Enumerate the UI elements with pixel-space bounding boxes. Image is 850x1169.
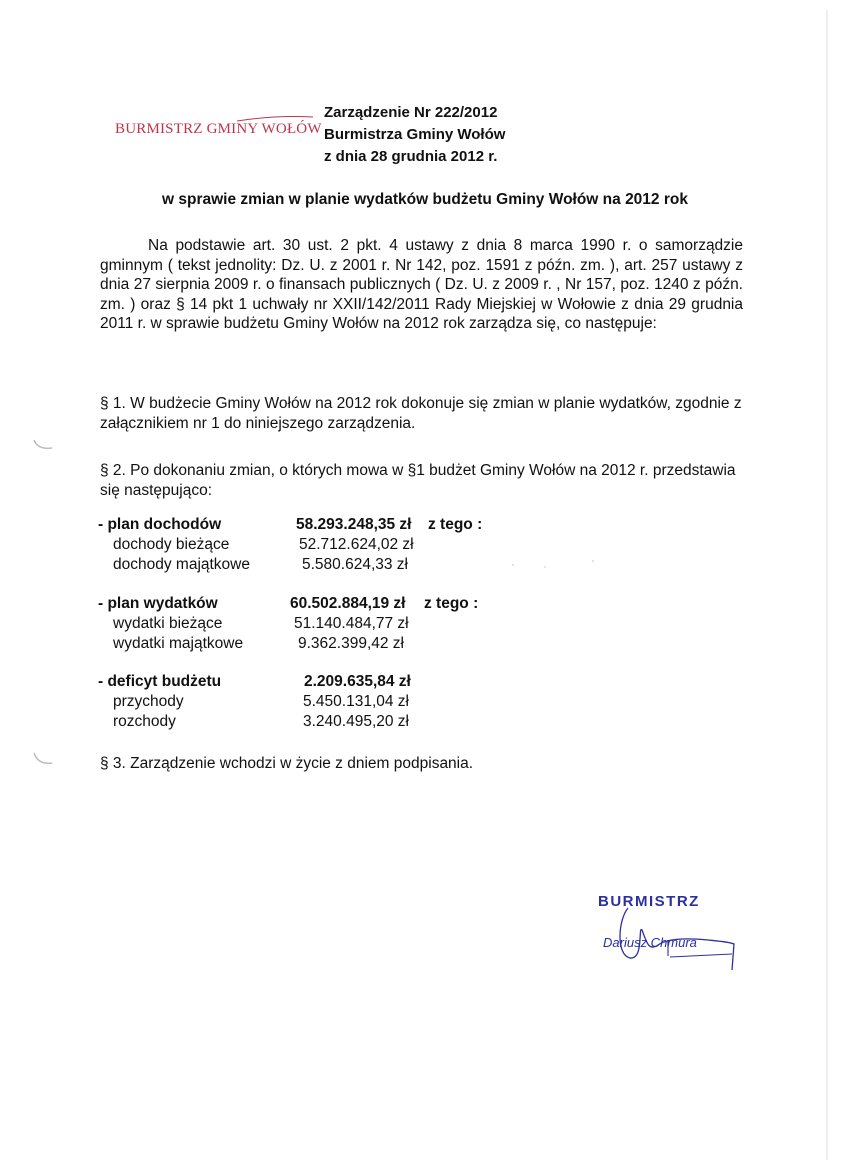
expense-plan-label: - plan wydatków: [98, 595, 218, 612]
office-stamp: [115, 121, 322, 138]
signature-stamp-title: BURMISTRZ: [598, 893, 700, 910]
punch-mark-icon: [28, 430, 58, 460]
revenue-label: przychody: [113, 693, 184, 710]
outgo-label: rozchody: [113, 713, 176, 730]
income-plan-label: - plan dochodów: [98, 516, 222, 533]
legal-basis-paragraph: Na podstawie art. 30 ust. 2 pkt. 4 ustawy z dnia 8 marca 1990 r. o samorządzie gminnym ( tekst jednolity: Dz. U. z 2001 r. Nr 142, poz. 1591 z późn. zm. ), art. 257 ustawy z dnia 27 sierpnia 2009 r. o finansach publicznych ( Dz. U. z 2009 r. , Nr 157, poz. 1240 z późn. zm. ) oraz § 14 pkt 1 uchwały nr XXII/142/2011 Rady Miejskiej w Wołowie z dnia 29 grudnia 2011 r. w sprawie budżetu Gminy Wołów na 2012 rok zarządza się, co następuje:: [100, 237, 743, 332]
income-plan-suffix: z tego :: [428, 516, 483, 533]
decree-date: z dnia 28 grudnia 2012 r.: [324, 148, 498, 165]
scan-edge: [826, 10, 828, 1160]
income-property-value: 5.580.624,33 zł: [302, 556, 409, 573]
punch-mark-icon: [28, 745, 58, 775]
expense-plan-value: 60.502.884,19 zł: [290, 595, 406, 612]
handwritten-signature-icon: [598, 900, 743, 975]
expense-current-label: wydatki bieżące: [113, 615, 223, 632]
decree-number: Zarządzenie Nr 222/2012: [324, 104, 498, 121]
office-stamp-text: BURMISTRZ GMINY WOŁÓW: [115, 121, 322, 137]
expense-plan-suffix: z tego :: [424, 595, 479, 612]
revenue-value: 5.450.131,04 zł: [303, 693, 410, 710]
document-header: [324, 102, 505, 168]
income-current-label: dochody bieżące: [113, 536, 230, 553]
outgo-value: 3.240.495,20 zł: [303, 713, 410, 730]
deficit-label: - deficyt budżetu: [98, 673, 222, 690]
section-2-paragraph: § 2. Po dokonaniu zmian, o których mowa w §1 budżet Gminy Wołów na 2012 r. przedstawia się następująco:: [100, 462, 736, 499]
deficit-value: 2.209.635,84 zł: [304, 673, 411, 690]
decree-subject: w sprawie zmian w planie wydatków budżetu Gminy Wołów na 2012 rok: [162, 191, 688, 208]
signature-stamp-name: Dariusz Chmura: [603, 935, 697, 950]
expense-property-label: wydatki majątkowe: [113, 635, 244, 652]
decree-issuer: Burmistrza Gminy Wołów: [324, 126, 506, 143]
expense-property-value: 9.362.399,42 zł: [298, 635, 405, 652]
scan-speck-icon: [505, 555, 605, 575]
income-property-label: dochody majątkowe: [113, 556, 250, 573]
section-3-paragraph: § 3. Zarządzenie wchodzi w życie z dniem podpisania.: [100, 755, 474, 772]
income-current-value: 52.712.624,02 zł: [299, 536, 414, 553]
expense-current-value: 51.140.484,77 zł: [294, 615, 409, 632]
stamp-flourish-icon: [235, 113, 315, 123]
section-1-paragraph: § 1. W budżecie Gminy Wołów na 2012 rok dokonuje się zmian w planie wydatków, zgodnie z załącznikiem nr 1 do niniejszego zarządzenia.: [100, 395, 742, 432]
income-plan-value: 58.293.248,35 zł: [296, 516, 412, 533]
